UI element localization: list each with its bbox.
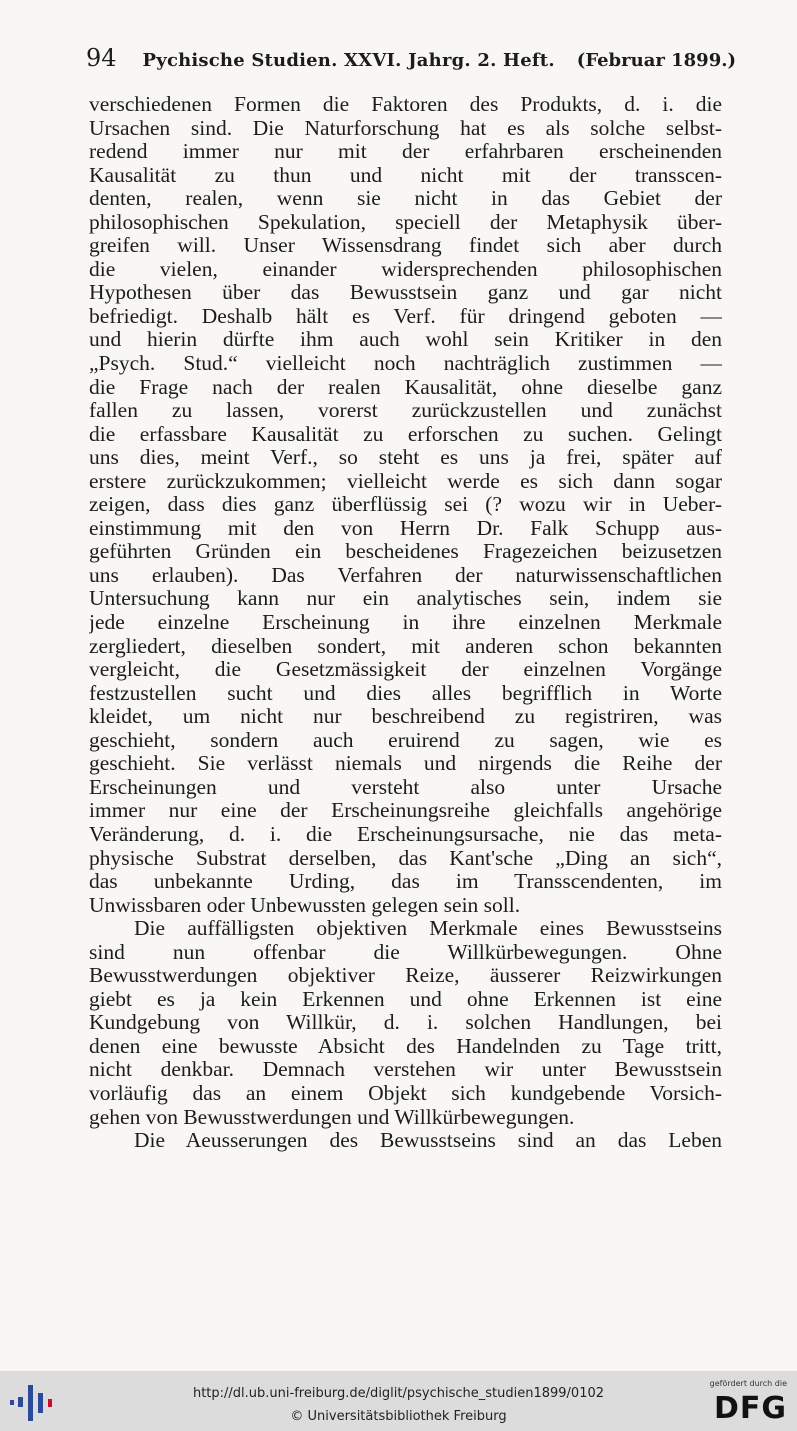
text-line: denen eine bewusste Absicht des Handelnden zu Tage tritt, xyxy=(89,1034,722,1058)
copyright-notice: © Universitätsbibliothek Freiburg xyxy=(290,1409,507,1424)
text-line: befriedigt. Deshalb hält es Verf. für dringend geboten — xyxy=(89,304,722,328)
text-line: verschiedenen Formen die Faktoren des Produkts, d. i. die xyxy=(89,93,722,116)
text-line: giebt es ja kein Erkennen und ohne Erkennen ist eine xyxy=(89,987,722,1011)
viewer-footer xyxy=(0,1371,797,1431)
text-line: die erfassbare Kausalität zu erforschen zu suchen. Gelingt xyxy=(89,422,722,446)
text-line: Die auffälligsten objektiven Merkmale eines Bewusstseins xyxy=(134,917,722,941)
funding-label: gefördert durch die xyxy=(709,1379,787,1388)
text-line: nicht denkbar. Demnach verstehen wir unter Bewusstsein xyxy=(89,1058,722,1082)
text-line: fallen zu lassen, vorerst zurückzustellen und zunächst xyxy=(89,399,722,423)
text-line: geschieht. Sie verlässt niemals und nirgends die Reihe der xyxy=(89,752,722,776)
text-line: Erscheinungen und versteht also unter Ursache xyxy=(89,775,722,799)
text-line: die vielen, einander widersprechenden philosophischen xyxy=(89,257,722,281)
text-line: zergliedert, dieselben sondert, mit anderen schon bekannten xyxy=(89,634,722,658)
text-line: und hierin dürfte ihm auch wohl sein Kritiker in den xyxy=(89,328,722,352)
text-line: einstimmung mit den von Herrn Dr. Falk Schupp aus- xyxy=(89,516,722,540)
text-line: physische Substrat derselben, das Kant'sche „Ding an sich“, xyxy=(89,846,722,870)
text-line: geführten Gründen ein bescheidenes Fragezeichen beizusetzen xyxy=(89,540,722,564)
dfg-logo: DFG xyxy=(713,1391,787,1426)
source-url-link[interactable]: http://dl.ub.uni-freiburg.de/diglit/psychische_studien1899/0102 xyxy=(192,1386,605,1401)
text-line: Kausalität zu thun und nicht mit der transscen- xyxy=(89,163,722,187)
text-line: die Frage nach der realen Kausalität, ohne dieselbe ganz xyxy=(89,375,722,399)
text-line: denten, realen, wenn sie nicht in das Gebiet der xyxy=(89,187,722,211)
text-line: vergleicht, die Gesetzmässigkeit der einzelnen Vorgänge xyxy=(89,658,722,682)
text-line: kleidet, um nicht nur beschreibend zu registriren, was xyxy=(89,705,722,729)
text-line: Bewusstwerdungen objektiver Reize, äusserer Reizwirkungen xyxy=(89,964,722,988)
text-line: uns erlauben). Das Verfahren der naturwissenschaftlichen xyxy=(89,563,722,587)
page-number: 94 xyxy=(86,44,117,72)
text-line: sind nun offenbar die Willkürbewegungen. Ohne xyxy=(89,940,722,964)
text-line: das unbekannte Urding, das im Transscendenten, im xyxy=(89,870,722,894)
text-line: uns dies, meint Verf., so steht es uns ja frei, später auf xyxy=(89,446,722,470)
text-line: Untersuchung kann nur ein analytisches sein, indem sie xyxy=(89,587,722,611)
text-line: immer nur eine der Erscheinungsreihe gleichfalls angehörige xyxy=(89,799,722,823)
text-line: Kundgebung von Willkür, d. i. solchen Handlungen, bei xyxy=(89,1011,722,1035)
text-line: greifen will. Unser Wissensdrang findet sich aber durch xyxy=(89,234,722,258)
text-line: zeigen, dass dies ganz überflüssig sei (? wozu wir in Ueber- xyxy=(89,493,722,517)
text-line: redend immer nur mit der erfahrbaren erscheinenden xyxy=(89,140,722,164)
journal-title: Pychische Studien. XXVI. Jahrg. 2. Heft. xyxy=(142,50,555,71)
text-line: vorläufig das an einem Objekt sich kundgebende Vorsich- xyxy=(89,1081,722,1105)
issue-date: (Februar 1899.) xyxy=(576,50,737,71)
running-header xyxy=(86,44,737,72)
body-text xyxy=(89,93,722,1153)
text-line: jede einzelne Erscheinung in ihre einzelnen Merkmale xyxy=(89,611,722,635)
text-line: Hypothesen über das Bewusstsein ganz und gar nicht xyxy=(89,281,722,305)
text-line: erstere zurückzukommen; vielleicht werde es sich dann sogar xyxy=(89,469,722,493)
text-line: Veränderung, d. i. die Erscheinungsursache, nie das meta- xyxy=(89,822,722,846)
text-line: gehen von Bewusstwerdungen und Willkürbewegungen. xyxy=(89,1105,575,1129)
text-line: Unwissbaren oder Unbewussten gelegen sein soll. xyxy=(89,893,521,917)
text-line: Die Aeusserungen des Bewusstseins sind an das Leben xyxy=(134,1129,722,1153)
text-line: festzustellen sucht und dies alles begrifflich in Worte xyxy=(89,681,722,705)
text-line: philosophischen Spekulation, speciell der Metaphysik über- xyxy=(89,210,722,234)
text-line: Ursachen sind. Die Naturforschung hat es als solche selbst- xyxy=(89,116,722,140)
text-line: geschieht, sondern auch eruirend zu sagen, wie es xyxy=(89,728,722,752)
text-line: „Psych. Stud.“ vielleicht noch nachträglich zustimmen — xyxy=(89,352,722,376)
